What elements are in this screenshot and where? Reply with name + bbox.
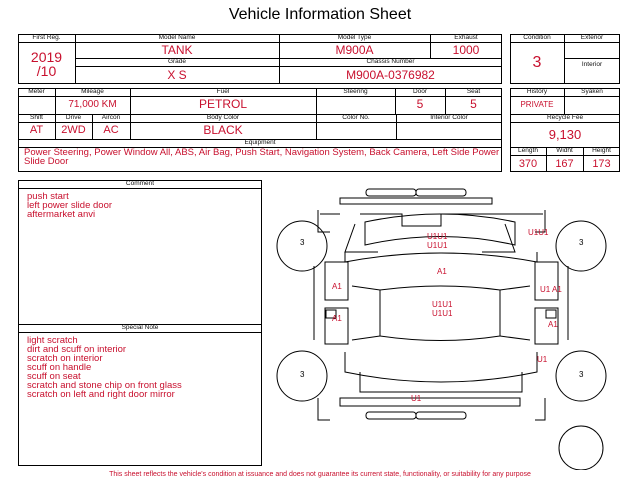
drive-label: Drive <box>65 114 82 121</box>
width-label: Widht <box>556 147 573 154</box>
mark-wheel-rear-right: 3 <box>579 370 584 379</box>
comment-lines <box>27 192 257 219</box>
mark-rear-bumper: U1 <box>411 394 422 403</box>
seat-label: Seat <box>466 88 481 95</box>
shift-label: Shift <box>29 114 43 121</box>
special-note-line: scratch on interior <box>27 353 103 364</box>
drive: 2WD <box>61 124 86 136</box>
shift: AT <box>29 124 44 136</box>
front-bumper <box>366 189 416 196</box>
length-label: Length <box>518 147 538 154</box>
exhaust: 1000 <box>452 43 480 57</box>
mileage: 71,000 KM <box>68 99 117 110</box>
comment-label: Comment <box>125 180 155 187</box>
mark-front-glass-lower: U1U1 <box>427 241 448 250</box>
model-type-label: Model Type <box>337 34 372 41</box>
width: 167 <box>555 158 574 170</box>
special-note-line: scuff on handle <box>27 362 92 373</box>
exterior-label: Exterior <box>580 34 604 41</box>
interior-color-label: Interior Color <box>430 114 468 121</box>
mark-wheel-front-left: 3 <box>300 238 305 247</box>
mileage-label: Mileage <box>81 88 104 95</box>
mark-roof-lower: U1U1 <box>432 309 453 318</box>
special-note-line: light scratch <box>27 335 78 346</box>
special-note-line: scuff on seat <box>27 371 81 382</box>
comment-line: push start <box>27 191 69 202</box>
mark-right-rear-door: A1 <box>548 320 558 329</box>
height: 173 <box>592 158 611 170</box>
equipment-label: Equipment <box>244 139 276 146</box>
door-label: Door <box>412 88 428 95</box>
chassis-label: Chassis Number <box>366 58 415 65</box>
condition-grade: 3 <box>532 54 542 71</box>
syaken-label: Syaken <box>581 88 603 95</box>
model-type: M900A <box>335 43 374 57</box>
history-label: History <box>526 88 548 95</box>
exhaust-label: Exhaust <box>454 34 478 41</box>
first-reg-year: 2019 <box>30 49 63 65</box>
special-note-line: dirt and scuff on interior <box>27 344 127 355</box>
fuel-label: Fuel <box>216 88 230 95</box>
history-value: PRIVATE <box>520 100 554 109</box>
color-no-label: Color No. <box>342 114 370 121</box>
door-count: 5 <box>416 97 424 111</box>
mark-left-front-door: A1 <box>332 282 342 291</box>
length: 370 <box>518 158 538 170</box>
recycle-fee: 9,130 <box>548 127 582 142</box>
disclaimer-footer: This sheet reflects the vehicle's condition at issuance and does not guarantee its current state, functionality, or suitability for any purpose <box>109 471 531 478</box>
interior-label: Interior <box>581 61 603 68</box>
spare-tire <box>559 426 603 470</box>
grade: X S <box>167 68 187 82</box>
car-damage-diagram <box>268 180 630 470</box>
meter-label: Meter <box>28 88 45 95</box>
body-color: BLACK <box>203 123 243 137</box>
fuel: PETROL <box>198 97 247 111</box>
special-note-line: scratch on left and right door mirror <box>27 389 175 400</box>
first-reg-month: /10 <box>36 63 57 79</box>
chassis-number: M900A-0376982 <box>346 68 435 82</box>
aircon-label: Aircon <box>101 114 121 121</box>
model-name: TANK <box>161 43 193 57</box>
special-note-lines <box>27 336 259 399</box>
comment-line: aftermarket anvi <box>27 209 96 220</box>
mark-right-rear-quarter: U1 <box>537 355 548 364</box>
grade-label: Grade <box>167 58 187 65</box>
special-note-line: scratch and stone chip on front glass <box>27 380 182 391</box>
special-note-label: Special Note <box>121 324 159 331</box>
mark-front-glass-upper: U1U1 <box>427 232 448 241</box>
mark-wheel-front-right: 3 <box>579 238 584 247</box>
model-name-label: Model Name <box>158 34 196 41</box>
seat-count: 5 <box>470 97 477 111</box>
mark-hood: A1 <box>437 267 447 276</box>
page-title: Vehicle Information Sheet <box>228 6 412 23</box>
comment-line: left power slide door <box>27 200 113 211</box>
steering-label: Steering <box>343 88 368 95</box>
mark-left-rear-door: A1 <box>332 314 342 323</box>
condition-label: Condition <box>523 34 551 41</box>
aircon: AC <box>103 124 119 136</box>
first-reg-label: First Reg. <box>32 34 61 41</box>
mark-roof-upper: U1U1 <box>432 300 453 309</box>
comment-box <box>18 180 262 466</box>
equipment-list: Power Steering, Power Window All, ABS, Air Bag, Push Start, Navigation System, Back Camera, Left Side Power Slide Door <box>24 147 500 167</box>
mark-right-front-door: U1 A1 <box>540 285 562 294</box>
mark-front-right-fender: U1U1 <box>528 228 549 237</box>
recycle-fee-label: Recycle Fee <box>546 114 584 121</box>
body-color-label: Body Color <box>206 114 240 121</box>
mark-wheel-rear-left: 3 <box>300 370 305 379</box>
height-label: Height <box>592 147 611 154</box>
